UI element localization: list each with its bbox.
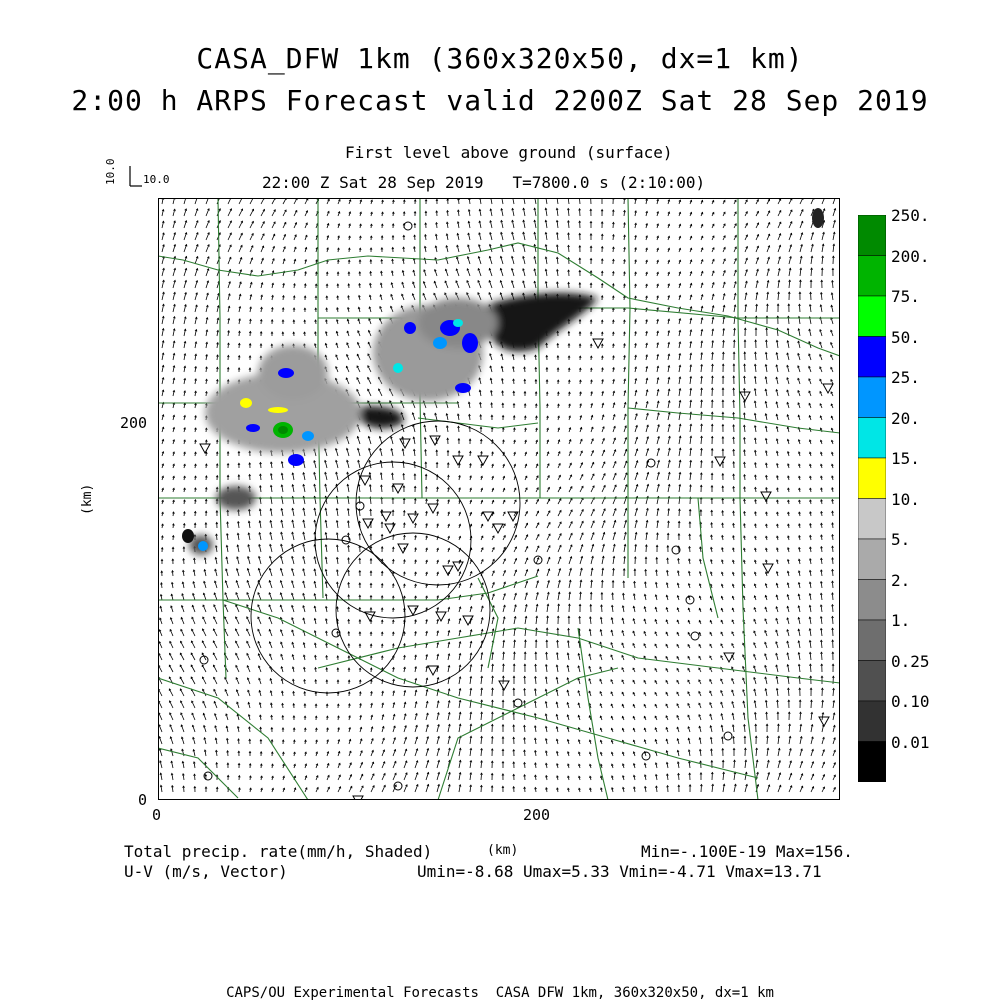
reference-vector-label: 10.0 (143, 173, 170, 186)
y-axis-unit: (km) (80, 484, 95, 515)
wind-vector (712, 376, 713, 384)
x-tick-label-0: 0 (152, 806, 161, 824)
wind-vector (569, 604, 570, 612)
forecast-map-plot (158, 198, 840, 800)
level-subtitle: First level above ground (surface) (345, 143, 673, 162)
valid-time-line: 22:00 Z Sat 28 Sep 2019 T=7800.0 s (2:10:00) (262, 173, 705, 192)
reference-vector-icon (126, 162, 156, 192)
map-title: CASA_DFW 1km (360x320x50, dx=1 km) (0, 42, 1000, 75)
x-tick-label-200: 200 (523, 806, 550, 824)
reference-vector-vertical-label: 10.0 (104, 159, 117, 186)
x-axis-unit: (km) (487, 843, 518, 858)
y-tick-label-200: 200 (120, 414, 147, 432)
map-forecast-title: 2:00 h ARPS Forecast valid 2200Z Sat 28 Sep 2019 (0, 84, 1000, 117)
y-tick-label-0: 0 (138, 791, 147, 809)
